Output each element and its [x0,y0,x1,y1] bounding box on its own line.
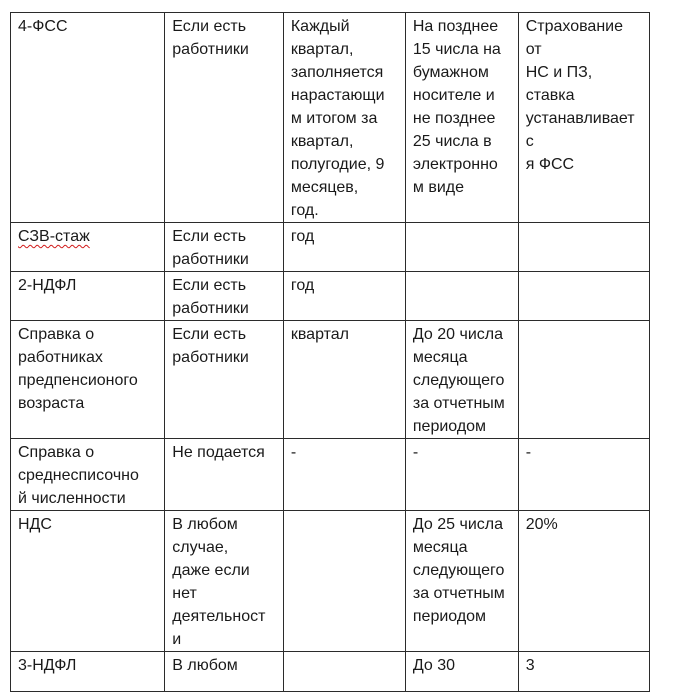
rate-cell [518,652,649,692]
applicability-cell [165,321,284,439]
report-name-cell [11,13,165,223]
report-name-text: СЗВ-стаж [18,228,90,245]
deadline-cell [405,321,518,439]
applicability-text: Не подается [172,444,265,461]
period-cell [283,439,405,511]
applicability-text: Если есть работники [172,18,249,58]
rate-cell [518,13,649,223]
rate-cell [518,321,649,439]
period-text: квартал [290,326,349,343]
report-name-text: 4-ФСС [18,18,68,35]
period-cell [283,223,405,272]
applicability-cell [165,13,284,223]
applicability-cell [165,652,284,692]
period-text: год [290,228,315,245]
report-name-cell [11,652,165,692]
deadline-text: До 20 числа месяца следующего за отчетным периодом [412,326,505,435]
report-name-cell [11,439,165,511]
table-row [11,223,650,272]
applicability-text: Если есть работники [172,277,249,317]
report-name-cell [11,223,165,272]
rate-text: Страхование от НС и ПЗ, ставка устанавливаетс я ФСС [525,18,635,173]
table-row [11,13,650,223]
rate-text: 20% [525,516,558,533]
rate-cell [518,272,649,321]
deadline-cell [405,511,518,652]
deadline-cell [405,272,518,321]
rate-cell [518,511,649,652]
period-text: Каждый квартал, заполняется нарастающи м итогом за квартал, полугодие, 9 месяцев, год. [290,18,385,219]
rate-text: 3 [525,657,535,674]
report-name-text: 3-НДФЛ [18,657,77,674]
report-name-text: НДС [18,516,52,533]
applicability-text: Если есть работники [172,326,249,366]
deadline-text: - [412,444,419,461]
applicability-cell [165,272,284,321]
report-name-cell [11,321,165,439]
applicability-text: В любом случае, даже если нет деятельност и [172,516,266,648]
applicability-cell [165,223,284,272]
report-name-cell [11,511,165,652]
rate-cell [518,223,649,272]
deadline-cell [405,13,518,223]
period-cell [283,511,405,652]
period-cell [283,272,405,321]
table-row [11,511,650,652]
period-cell [283,321,405,439]
table-row [11,321,650,439]
applicability-text: Если есть работники [172,228,249,268]
report-name-cell [11,272,165,321]
deadline-text: На позднее 15 числа на бумажном носителе и не позднее 25 числа в электронно м виде [412,18,501,196]
reporting-table [10,12,650,692]
applicability-cell [165,439,284,511]
table-row [11,439,650,511]
period-cell [283,13,405,223]
applicability-cell [165,511,284,652]
period-text: - [290,444,297,461]
table-row [11,652,650,692]
deadline-cell [405,439,518,511]
table-row [11,272,650,321]
period-cell [283,652,405,692]
report-name-text: 2-НДФЛ [18,277,77,294]
deadline-cell [405,652,518,692]
report-name-text: Справка о работниках предпенсионого возраста [18,326,138,412]
report-name-text: Справка о среднесписочно й численности [18,444,139,507]
applicability-text: В любом [172,657,238,674]
deadline-text: До 25 числа месяца следующего за отчетным периодом [412,516,505,625]
period-text: год [290,277,315,294]
rate-text: - [525,444,532,461]
rate-cell [518,439,649,511]
deadline-cell [405,223,518,272]
deadline-text: До 30 [412,657,456,674]
